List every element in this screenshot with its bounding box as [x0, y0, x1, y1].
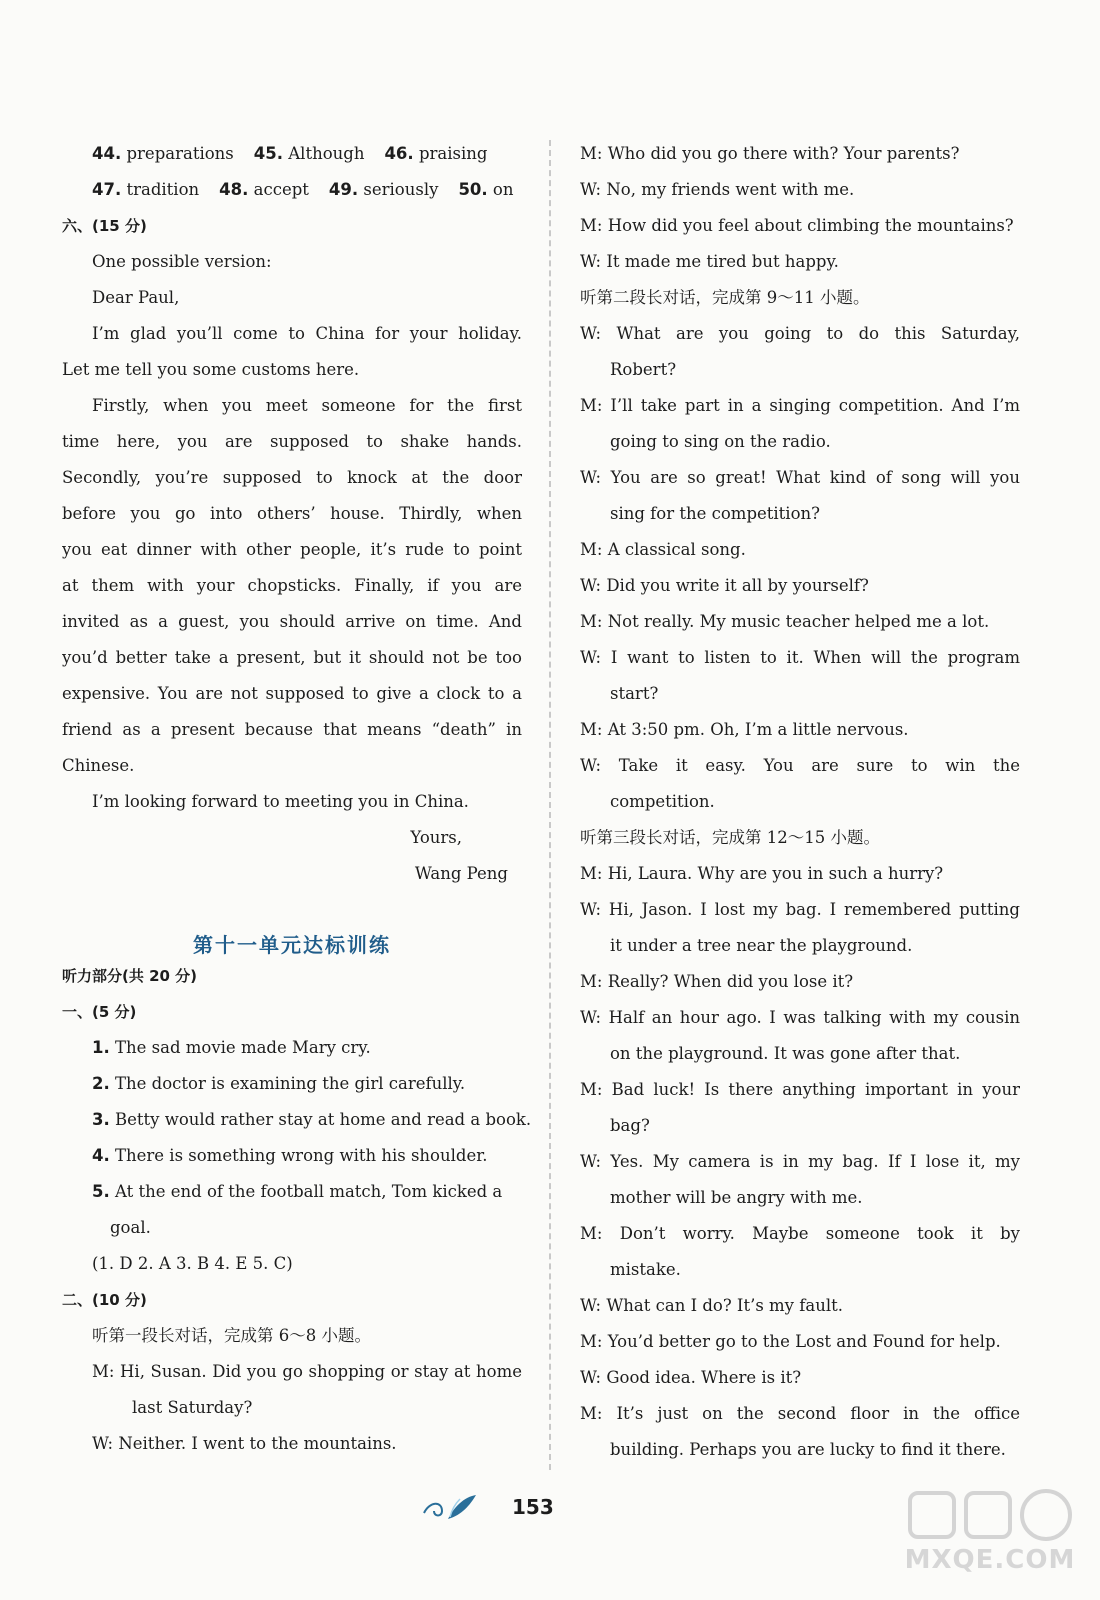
- answer-number: 45.: [253, 144, 283, 163]
- dialog-line: W: It made me tired but happy.: [580, 252, 839, 271]
- dialog-line: M: Bad luck! Is there anything important in your: [580, 1080, 1020, 1099]
- section-heading-2: 二、(10 分): [62, 1291, 147, 1309]
- dialog-line: W: Half an hour ago. I was talking with my cousin: [580, 1008, 1020, 1027]
- item-number: 3.: [92, 1110, 110, 1129]
- letter-line: Chinese.: [62, 756, 135, 775]
- dialog-line: M: You’d better go to the Lost and Found for help.: [580, 1332, 1001, 1351]
- dialog-line: going to sing on the radio.: [610, 432, 831, 451]
- answer-word: Although: [288, 144, 365, 163]
- dialog-line: Robert?: [610, 360, 677, 379]
- dialog-line: bag?: [610, 1116, 650, 1135]
- leaf-swirl-icon: [420, 1491, 480, 1523]
- answer-word: accept: [253, 180, 309, 199]
- letter-line: Let me tell you some customs here.: [62, 360, 360, 379]
- listening-item: [62, 1181, 522, 1217]
- item-number: 2.: [92, 1074, 110, 1093]
- letter-line: before you go into others’ house. Thirdly, when: [62, 504, 522, 523]
- letter-closing: Yours,: [410, 828, 462, 847]
- listening-item: [62, 1037, 522, 1073]
- dialog-line: W: Hi, Jason. I lost my bag. I remembered putting: [580, 900, 1020, 919]
- letter-line: Secondly, you’re supposed to knock at the door: [62, 468, 522, 487]
- left-column: [62, 143, 532, 1469]
- dialog-line: mistake.: [610, 1260, 681, 1279]
- answer-word: praising: [418, 144, 488, 163]
- listening-items: [62, 1037, 532, 1217]
- letter-line: you eat dinner with other people, it’s rude to point: [62, 540, 522, 559]
- letter-line: friend as a present because that means “death” in: [62, 720, 522, 739]
- answer-number: 47.: [92, 180, 122, 199]
- letter-line: I’m looking forward to meeting you in China.: [92, 792, 469, 811]
- dialog-line: on the playground. It was gone after that.: [610, 1044, 961, 1063]
- dialog-line: W: Neither. I went to the mountains.: [92, 1434, 397, 1453]
- letter-greeting: Dear Paul,: [92, 288, 180, 307]
- site-watermark: [900, 1485, 1080, 1585]
- answer-key: (1. D 2. A 3. B 4. E 5. C): [92, 1254, 293, 1273]
- unit-title: 第十一单元达标训练: [193, 933, 391, 957]
- dialog-intro: 听第三段长对话，完成第 12～15 小题。: [580, 828, 880, 847]
- item-text: The sad movie made Mary cry.: [115, 1038, 371, 1057]
- dialog-line: building. Perhaps you are lucky to find it there.: [610, 1440, 1006, 1459]
- dialog-line: W: What can I do? It’s my fault.: [580, 1296, 843, 1315]
- dialog-line: M: Hi, Susan. Did you go shopping or stay at home: [92, 1362, 522, 1381]
- dialog-intro: 听第二段长对话，完成第 9～11 小题。: [580, 288, 870, 307]
- right-column: [580, 143, 1020, 1475]
- dialog-line: M: It’s just on the second floor in the office: [580, 1404, 1020, 1423]
- dialog-line: M: Really? When did you lose it?: [580, 972, 854, 991]
- dialog-line: M: Don’t worry. Maybe someone took it by: [580, 1224, 1020, 1243]
- letter-line: Firstly, when you meet someone for the first: [92, 396, 522, 415]
- dialog-line: competition.: [610, 792, 715, 811]
- section-heading-1: 一、(5 分): [62, 1003, 137, 1021]
- item-number: 1.: [92, 1038, 110, 1057]
- listening-heading: 听力部分(共 20 分): [62, 967, 198, 985]
- answer-word: preparations: [126, 144, 234, 163]
- dialog-line: W: No, my friends went with me.: [580, 180, 855, 199]
- item-number: 5.: [92, 1182, 110, 1201]
- dialog-line: last Saturday?: [132, 1398, 253, 1417]
- watermark-text: MXQE.COM: [904, 1545, 1076, 1575]
- letter-line: time here, you are supposed to shake hands.: [62, 432, 522, 451]
- letter-body: [62, 323, 522, 827]
- dialog-line: M: At 3:50 pm. Oh, I’m a little nervous.: [580, 720, 909, 739]
- dialog-line: W: Yes. My camera is in my bag. If I lose it, my: [580, 1152, 1020, 1171]
- dialog-line: M: Who did you go there with? Your parents?: [580, 144, 960, 163]
- answer-number: 48.: [219, 180, 249, 199]
- dialog-line: M: Not really. My music teacher helped me a lot.: [580, 612, 990, 631]
- dialog-line: W: Good idea. Where is it?: [580, 1368, 802, 1387]
- dialog-line: M: A classical song.: [580, 540, 746, 559]
- item-text: Betty would rather stay at home and read a book.: [115, 1110, 532, 1129]
- letter-line: you’d better take a present, but it should not be too: [62, 648, 522, 667]
- dialog-line: it under a tree near the playground.: [610, 936, 913, 955]
- dialog-line: W: Take it easy. You are sure to win the: [580, 756, 1020, 775]
- letter-line: expensive. You are not supposed to give a clock to a: [62, 684, 522, 703]
- dialog-line: M: How did you feel about climbing the mountains?: [580, 216, 1014, 235]
- dialog-1-intro: 听第一段长对话，完成第 6～8 小题。: [92, 1326, 371, 1345]
- letter-line: at them with your chopsticks. Finally, if you are: [62, 576, 522, 595]
- dialog-line: start?: [610, 684, 659, 703]
- item-5-continuation: goal.: [110, 1218, 151, 1237]
- dialog-line: mother will be angry with me.: [610, 1188, 863, 1207]
- listening-item: [62, 1073, 522, 1109]
- letter-signature: Wang Peng: [414, 864, 508, 883]
- dialog-line: M: Hi, Laura. Why are you in such a hurry?: [580, 864, 944, 883]
- answer-word: seriously: [363, 180, 439, 199]
- item-text: At the end of the football match, Tom kicked a: [115, 1182, 503, 1201]
- listening-item: [62, 1109, 532, 1145]
- answer-word: tradition: [126, 180, 200, 199]
- item-text: There is something wrong with his shoulder.: [115, 1146, 488, 1165]
- dialog-line: W: What are you going to do this Saturday,: [580, 324, 1020, 343]
- answer-number: 44.: [92, 144, 122, 163]
- dialog-1: [62, 1361, 522, 1469]
- answer-number: 46.: [384, 144, 414, 163]
- answer-word: on: [492, 180, 514, 199]
- answer-number: 49.: [328, 180, 359, 199]
- dialog-line: W: Did you write it all by yourself?: [580, 576, 869, 595]
- item-text: The doctor is examining the girl carefully.: [115, 1074, 466, 1093]
- letter-line: invited as a guest, you should arrive on time. And: [62, 612, 522, 631]
- item-number: 4.: [92, 1146, 110, 1165]
- dialog-line: sing for the competition?: [610, 504, 820, 523]
- dialog-line: W: I want to listen to it. When will the program: [580, 648, 1020, 667]
- listening-item: [62, 1145, 522, 1181]
- section-heading-6: 六、(15 分): [62, 217, 147, 235]
- dialog-line: M: I’ll take part in a singing competition. And I’m: [580, 396, 1020, 415]
- answer-number: 50.: [458, 180, 488, 199]
- version-label: One possible version:: [92, 252, 272, 271]
- answers-row-1: [62, 143, 522, 179]
- answers-row-2: [62, 179, 522, 215]
- answer-stamp-icon: [900, 1485, 1080, 1545]
- letter-line: I’m glad you’ll come to China for your holiday.: [92, 324, 522, 343]
- dialog-line: W: You are so great! What kind of song will you: [580, 468, 1020, 487]
- column-divider: [549, 140, 551, 1470]
- page-number: 153: [512, 1495, 554, 1519]
